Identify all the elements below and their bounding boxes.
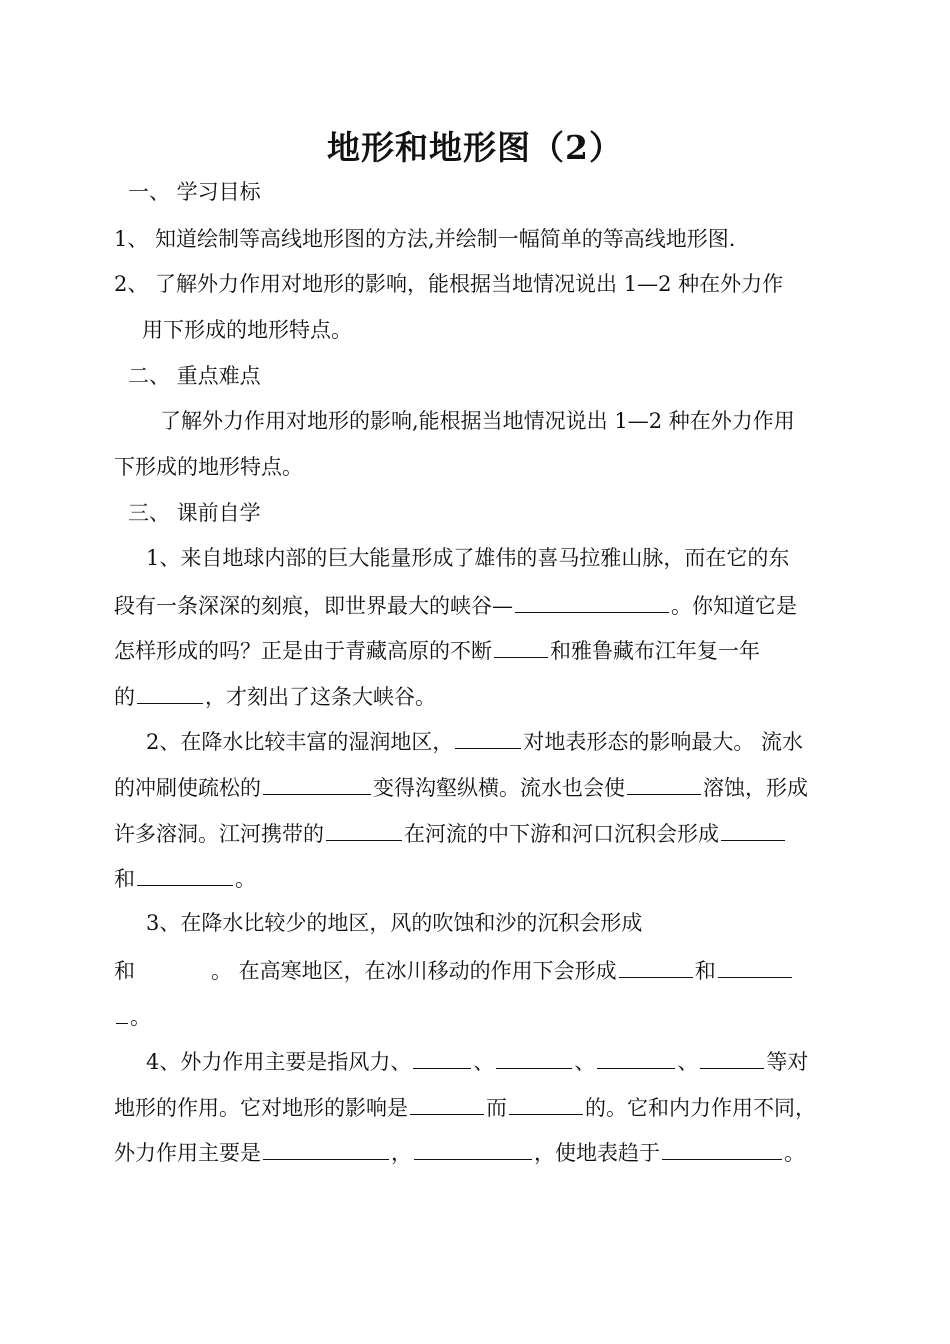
q3-line2 xyxy=(114,955,794,983)
q4-line1-text-end: 等对 xyxy=(766,1050,809,1074)
objective-item-1: 1、 知道绘制等高线地形图的方法,并绘制一幅简单的等高线地形图. xyxy=(114,227,736,251)
fill-blank[interactable] xyxy=(414,1137,532,1160)
key-points-line2: 下形成的地形特点。 xyxy=(114,455,303,479)
q1-line3-text-end: 和雅鲁藏布江年复一年 xyxy=(550,639,760,663)
q4-separator: 、 xyxy=(473,1050,495,1074)
fill-blank[interactable] xyxy=(326,818,402,841)
q2-line2-text-end: 溶蚀，形成 xyxy=(703,776,808,800)
fill-blank[interactable] xyxy=(515,590,669,613)
q1-line2-text-end: 。你知道它是 xyxy=(671,594,797,618)
q4-line2-text-mid: 而 xyxy=(486,1096,507,1120)
q1-line3-text: 怎样形成的吗？正是由于青藏高原的不断 xyxy=(114,639,492,663)
q4-separator: 、 xyxy=(574,1050,596,1074)
fill-blank[interactable] xyxy=(627,772,701,795)
q1-line2-text: 段有一条深深的刻痕，即世界最大的峡谷— xyxy=(114,594,513,618)
q3-line3 xyxy=(114,1001,151,1029)
q4-line1 xyxy=(146,1046,808,1074)
fill-blank[interactable] xyxy=(116,1001,128,1024)
q3-line1: 3、在降水比较少的地区，风的吹蚀和沙的沉积会形成 xyxy=(146,911,643,935)
q1-line4-text-end: ，才刻出了这条大峡谷。 xyxy=(205,685,436,709)
fill-blank[interactable] xyxy=(137,681,203,704)
fill-blank[interactable] xyxy=(619,955,693,978)
q2-line1 xyxy=(146,726,803,754)
fill-blank[interactable] xyxy=(496,1046,572,1069)
q2-line4 xyxy=(114,863,256,891)
fill-blank[interactable] xyxy=(263,1137,389,1160)
fill-blank[interactable] xyxy=(662,1137,782,1160)
objective-item-2-line2: 用下形成的地形特点。 xyxy=(142,318,352,342)
fill-blank[interactable] xyxy=(718,955,792,978)
fill-blank[interactable] xyxy=(494,635,548,658)
fill-blank[interactable] xyxy=(509,1092,583,1115)
section-heading-self-study: 三、 课前自学 xyxy=(128,501,261,525)
fill-blank[interactable] xyxy=(137,863,233,886)
q2-line2-text: 的冲刷使疏松的 xyxy=(114,776,261,800)
q1-line4 xyxy=(114,681,436,709)
q4-line3-text: 外力作用主要是 xyxy=(114,1141,261,1165)
q2-line4-text: 和 xyxy=(114,867,135,891)
fill-blank[interactable] xyxy=(413,1046,471,1069)
q1-line4-text: 的 xyxy=(114,685,135,709)
q4-line3-comma: ， xyxy=(391,1141,412,1165)
q4-line3-text-mid: ，使地表趋于 xyxy=(534,1141,660,1165)
q4-line1-text: 4、外力作用主要是指风力、 xyxy=(146,1050,412,1074)
section-heading-objectives: 一、 学习目标 xyxy=(128,180,261,204)
q4-separator: 、 xyxy=(677,1050,699,1074)
q2-line1-text: 2、在降水比较丰富的湿润地区， xyxy=(146,730,454,754)
page-title: 地形和地形图（2） xyxy=(327,128,623,167)
q2-line4-text-end: 。 xyxy=(235,867,256,891)
q2-line3 xyxy=(114,818,787,846)
section-heading-key-points: 二、 重点难点 xyxy=(128,364,261,388)
q4-line2 xyxy=(114,1092,816,1120)
q2-line3-text: 许多溶洞。江河携带的 xyxy=(114,822,324,846)
q3-line2-text: 和 xyxy=(114,959,135,983)
q4-line2-text-end: 的。它和内力作用不同， xyxy=(585,1096,816,1120)
q4-line3 xyxy=(114,1137,805,1165)
q4-line3-text-end: 。 xyxy=(784,1141,805,1165)
q3-line2-text-and: 和 xyxy=(694,959,716,983)
key-points-line1: 了解外力作用对地形的影响,能根据当地情况说出 1—2 种在外力作用 xyxy=(160,409,795,433)
fill-blank[interactable] xyxy=(455,726,521,749)
fill-blank[interactable] xyxy=(410,1092,484,1115)
fill-blank[interactable] xyxy=(597,1046,675,1069)
objective-item-2-line1: 2、 了解外力作用对地形的影响，能根据当地情况说出 1—2 种在外力作 xyxy=(114,272,784,296)
q4-line2-text: 地形的作用。它对地形的影响是 xyxy=(114,1096,408,1120)
q2-line3-text-mid: 在河流的中下游和河口沉积会形成 xyxy=(404,822,719,846)
q2-line1-text-end: 对地表形态的影响最大。 流水 xyxy=(523,730,804,754)
fill-blank[interactable] xyxy=(263,772,371,795)
fill-blank[interactable] xyxy=(721,818,785,841)
q3-line2-text-mid: 。 在高寒地区，在冰川移动的作用下会形成 xyxy=(211,959,617,983)
q1-line2 xyxy=(114,590,797,618)
q3-line3-text: 。 xyxy=(130,1005,151,1029)
q2-line2-text-mid: 变得沟壑纵横。流水也会使 xyxy=(373,776,625,800)
fill-blank[interactable] xyxy=(700,1046,764,1069)
q1-line3 xyxy=(114,635,760,663)
q2-line2 xyxy=(114,772,808,800)
q1-line1: 1、来自地球内部的巨大能量形成了雄伟的喜马拉雅山脉，而在它的东 xyxy=(146,546,790,570)
